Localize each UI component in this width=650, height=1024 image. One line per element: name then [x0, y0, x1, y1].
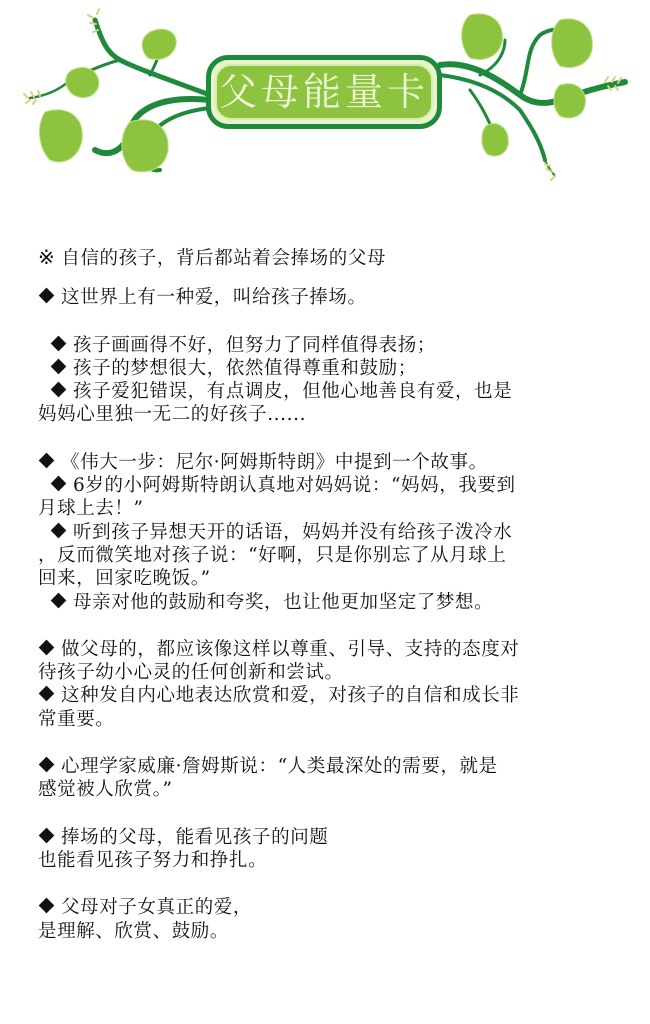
- paragraph-line: 常重要。: [38, 708, 115, 730]
- diamond-bullet-icon: [39, 757, 55, 773]
- card-content: [38, 246, 618, 943]
- paragraph-line: 这种发自内心地表达欣赏和爱，对孩子的自信和成长非: [38, 684, 618, 707]
- diamond-bullet-icon: [51, 592, 67, 608]
- title-plate-inner: [215, 64, 433, 120]
- paragraph-line: 孩子爱犯错误，有点调皮，但他心地善良有爱，也是: [38, 380, 618, 403]
- paragraph-line: 月球上去！”: [38, 498, 144, 520]
- reference-mark-icon: ※: [38, 245, 56, 269]
- diamond-bullet-icon: [39, 827, 55, 843]
- title-plate: [206, 55, 442, 129]
- paragraph-line: 回来，回家吃晚饭。”: [38, 568, 211, 590]
- diamond-bullet-icon: [39, 640, 55, 656]
- title-banner: [0, 0, 650, 200]
- paragraph-line: 《伟大一步：尼尔·阿姆斯特朗》中提到一个故事。: [38, 451, 618, 474]
- paragraph-line: 妈妈心里独一无二的好孩子......: [38, 404, 307, 426]
- diamond-bullet-icon: [39, 452, 55, 468]
- paragraph-line: 感觉被人欣赏。”: [38, 779, 173, 801]
- paragraph-line: 做父母的，都应该像这样以尊重、引导、支持的态度对: [38, 638, 618, 661]
- paragraph-line: 也能看见孩子努力和挣扎。: [38, 849, 268, 871]
- paragraph-line: 是理解、欣赏、鼓励。: [38, 920, 230, 942]
- diamond-bullet-icon: [51, 359, 67, 375]
- paragraph-line: ，反而微笑地对孩子说：“好啊，只是你别忘了从月球上: [38, 544, 507, 566]
- diamond-bullet-icon: [51, 382, 67, 398]
- diamond-bullet-icon: [51, 476, 67, 492]
- paragraph-line: 这世界上有一种爱，叫给孩子捧场。: [38, 286, 618, 309]
- header-line: [38, 246, 618, 270]
- paragraph-line: 父母对子女真正的爱，: [38, 896, 618, 919]
- diamond-bullet-icon: [51, 522, 67, 538]
- page-title: 父母能量卡: [218, 70, 429, 114]
- diamond-bullet-icon: [39, 288, 55, 304]
- paragraph-line: 听到孩子异想天开的话语，妈妈并没有给孩子泼冷水: [38, 521, 618, 544]
- paragraph-line: 母亲对他的鼓励和夸奖，也让他更加坚定了梦想。: [38, 591, 618, 614]
- diamond-bullet-icon: [51, 335, 67, 351]
- paragraph-line: 孩子画画得不好，但努力了同样值得表扬；: [38, 334, 618, 357]
- paragraph-line: 6岁的小阿姆斯特朗认真地对妈妈说：“妈妈，我要到: [38, 474, 618, 497]
- diamond-bullet-icon: [39, 898, 55, 914]
- paragraph-line: 孩子的梦想很大，依然值得尊重和鼓励；: [38, 357, 618, 380]
- paragraph-line: 心理学家威廉·詹姆斯说：“人类最深处的需要，就是: [38, 755, 618, 778]
- header-text: 自信的孩子，背后都站着会捧场的父母: [61, 248, 387, 269]
- diamond-bullet-icon: [39, 686, 55, 702]
- paragraph-line: 待孩子幼小心灵的任何创新和尝试。: [38, 662, 344, 684]
- paragraph-line: 捧场的父母，能看见孩子的问题: [38, 826, 618, 849]
